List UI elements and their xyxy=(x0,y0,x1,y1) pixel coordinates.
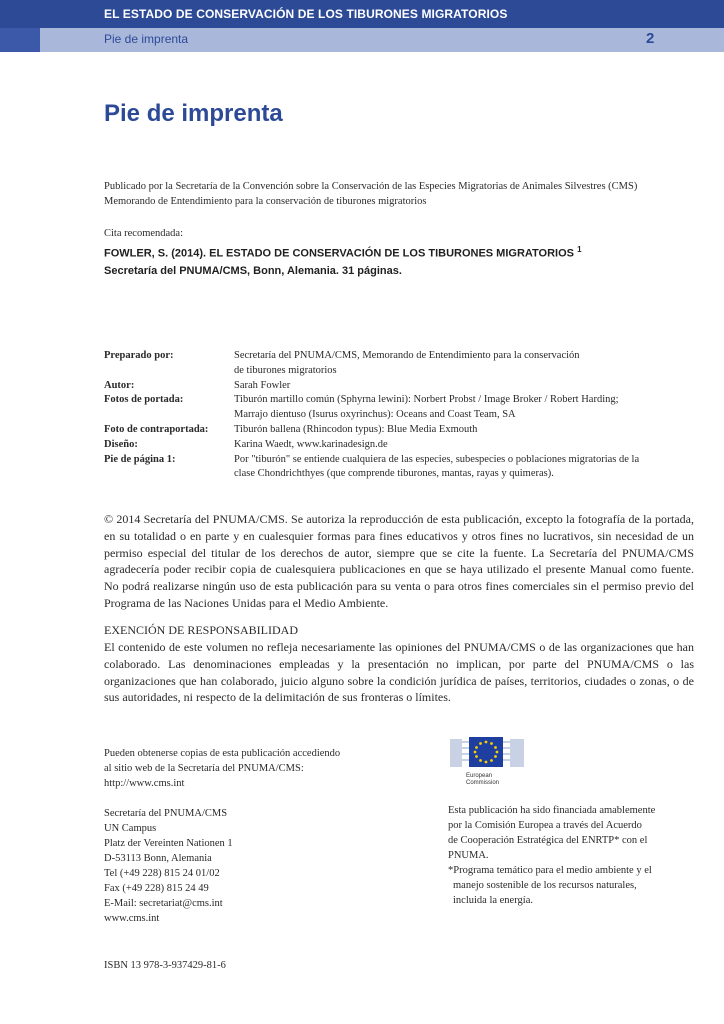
funding-block xyxy=(448,803,698,908)
disclaimer-heading: EXENCIÓN DE RESPONSABILIDAD xyxy=(104,623,298,637)
credit-value xyxy=(234,393,689,423)
credit-label: Autor: xyxy=(104,379,135,391)
website-line[interactable]: www.cms.int xyxy=(104,913,160,924)
credit-row xyxy=(104,423,694,438)
header-accent-strip xyxy=(0,28,40,52)
address-line: UN Campus xyxy=(104,823,157,834)
eu-logo-text-1: European xyxy=(466,773,493,779)
copyright-paragraph: © 2014 Secretaría del PNUMA/CMS. Se autoriza la reproducción de esta publicación, excepto la fotografía de la portada, en su totalidad o en parte y en cualesquier formas para fines educativos y otros fines no lucrativos, sin necesidad de un permiso especial del titular de los derechos de autor, siempre que se cite la fuente. La Secretaría del PNUMA/CMS agradecería poder recibir copia de cualesquiera publicaciones en que se haya utilizado el presente Manual como fuente. No podrá realizarse ningún uso de esta publicación para su venta o para otros fines comerciales sin el permiso previo del Programa de las Naciones Unidas para el Medio Ambiente. xyxy=(104,512,694,610)
isbn: ISBN 13 978-3-937429-81-6 xyxy=(104,960,226,971)
credit-row xyxy=(104,349,694,379)
credit-row xyxy=(104,453,694,483)
email-line[interactable]: E-Mail: secretariat@cms.int xyxy=(104,898,223,909)
funding-line: de Cooperación Estratégica del ENRTP* con el xyxy=(448,835,648,846)
running-title: EL ESTADO DE CONSERVACIÓN DE LOS TIBURONES MIGRATORIOS xyxy=(104,7,508,21)
credit-value-line: Por "tiburón" se entiende cualquiera de las especies, subespecies o poblaciones migratorias de la xyxy=(234,453,640,465)
address-line: Platz der Vereinten Nationen 1 xyxy=(104,838,233,849)
credit-value xyxy=(234,349,689,379)
credit-value-line: clase Chondrichthyes (que comprende tiburones, mantas, rayas y quimeras). xyxy=(234,468,554,480)
citation-block xyxy=(104,226,694,280)
credit-label: Pie de página 1: xyxy=(104,453,176,465)
credit-value-line: Tiburón ballena (Rhincodon typus): Blue Media Exmouth xyxy=(234,423,478,435)
credit-value xyxy=(234,379,689,394)
credit-value-line: Karina Waedt, www.karinadesign.de xyxy=(234,438,388,450)
footnote-marker: 1 xyxy=(577,245,582,254)
credit-value xyxy=(234,423,689,438)
funding-line: por la Comisión Europea a través del Acuerdo xyxy=(448,820,642,831)
credit-value-line: Marrajo dientuso (Isurus oxyrinchus): Oceans and Coast Team, SA xyxy=(234,409,516,421)
citation-line-2: Secretaría del PNUMA/CMS, Bonn, Alemania. 31 páginas. xyxy=(104,264,402,277)
eu-logo-text-2: Commission xyxy=(466,780,500,786)
copies-link[interactable]: http://www.cms.int xyxy=(104,778,185,789)
disclaimer-paragraph: El contenido de este volumen no refleja necesariamente las opiniones del PNUMA/CMS o de las organizaciones que han colaborado. Las denominaciones empleadas y la presentación no implican, por parte del PNUMA/CMS o las organizaciones que han colaborado, juicio alguno sobre la condición jurídica de países, territorios, ciudades o zonas, o de sus autoridades, ni respecto de la delimitación de sus fronteras o límites. xyxy=(104,640,694,705)
footnote-line: incluida la energía. xyxy=(453,895,533,906)
section-name: Pie de imprenta xyxy=(104,32,189,46)
credit-value-line: de tiburones migratorios xyxy=(234,364,337,376)
credit-label: Fotos de portada: xyxy=(104,394,184,406)
credit-label: Diseño: xyxy=(104,438,138,450)
running-header-bar xyxy=(0,0,724,28)
credit-value-line: Secretaría del PNUMA/CMS, Memorando de Entendimiento para la conservación xyxy=(234,350,580,361)
address-line: Secretaría del PNUMA/CMS xyxy=(104,808,228,819)
credit-label: Preparado por: xyxy=(104,350,174,361)
address-line: D-53113 Bonn, Alemania xyxy=(104,853,212,864)
page-title: Pie de imprenta xyxy=(104,100,283,127)
citation-label: Cita recomendada: xyxy=(104,228,184,239)
funding-line: Esta publicación ha sido financiada amablemente xyxy=(448,805,656,816)
funding-line: PNUMA. xyxy=(448,850,489,861)
credit-row xyxy=(104,393,694,423)
page-number: 2 xyxy=(646,30,655,47)
publisher-line: Publicado por la Secretaría de la Convención sobre la Conservación de las Especies Migratorias de Animales Silvestres (CMS) xyxy=(104,181,638,192)
credit-value xyxy=(234,453,689,483)
phone-line: Tel (+49 228) 815 24 01/02 xyxy=(104,868,220,879)
copies-block xyxy=(104,746,404,791)
publisher-line: Memorando de Entendimiento para la conservación de tiburones migratorios xyxy=(104,196,427,207)
credit-row xyxy=(104,379,694,394)
section-header-bar xyxy=(0,28,724,52)
credit-value-line: Sarah Fowler xyxy=(234,379,291,391)
footnote-line: manejo sostenible de los recursos naturales, xyxy=(453,880,637,891)
credit-label: Foto de contraportada: xyxy=(104,423,209,435)
credit-row xyxy=(104,438,694,453)
credit-value xyxy=(234,438,689,453)
citation-line-1 xyxy=(104,241,694,263)
publisher-block xyxy=(104,179,694,209)
copies-line: al sitio web de la Secretaría del PNUMA/CMS: xyxy=(104,763,304,774)
credit-value-line: Tiburón martillo común (Sphyrna lewini): Norbert Probst / Image Broker / Robert Harding; xyxy=(234,394,619,406)
european-commission-logo-icon xyxy=(448,731,528,787)
credits-table xyxy=(104,349,694,482)
footnote-line: *Programa temático para el medio ambiente y el xyxy=(448,865,652,876)
copies-line: Pueden obtenerse copias de esta publicación accediendo xyxy=(104,748,341,759)
address-block xyxy=(104,806,404,926)
fax-line: Fax (+49 228) 815 24 49 xyxy=(104,883,209,894)
citation-text: FOWLER, S. (2014). EL ESTADO DE CONSERVACIÓN DE LOS TIBURONES MIGRATORIOS xyxy=(104,247,574,260)
